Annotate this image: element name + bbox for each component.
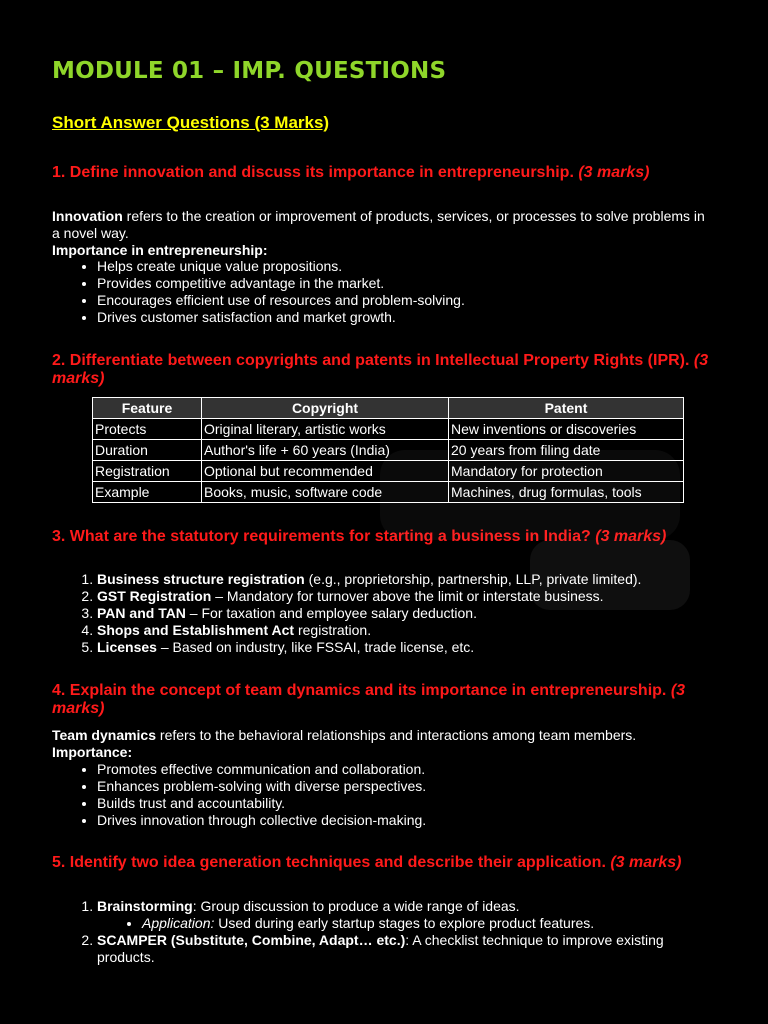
list-item [97, 898, 712, 932]
question-4-marks: (3 marks) [52, 682, 686, 717]
list-item [97, 622, 712, 639]
page-title: MODULE 01 – IMP. QUESTIONS [52, 58, 447, 84]
item-text: – Based on industry, like FSSAI, trade license, etc. [156, 639, 475, 655]
question-3 [52, 528, 712, 546]
item-bold: Licenses [97, 639, 157, 655]
table-cell: Protects [93, 419, 202, 440]
list-item [97, 588, 712, 605]
sub-list-item [142, 915, 712, 932]
question-5-text: 5. Identify two idea generation techniques and describe their application. [52, 854, 606, 871]
question-2-marks: (3 marks) [52, 352, 709, 387]
question-3-text: 3. What are the statutory requirements for starting a business in India? [52, 528, 591, 545]
item-bold: Shops and Establishment Act [97, 622, 295, 638]
q5-techniques-list [52, 898, 712, 966]
list-item: • Builds trust and accountability. [97, 795, 712, 812]
list-item: • Provides competitive advantage in the market. [97, 275, 712, 292]
item-text: – For taxation and employee salary deduction. [185, 605, 477, 621]
application-label: Application: [142, 915, 215, 931]
question-2 [52, 352, 712, 388]
list-item: • Drives customer satisfaction and market growth. [97, 309, 712, 326]
q4-points-list [52, 761, 712, 829]
table-cell: Optional but recommended [202, 461, 449, 482]
table-cell: Machines, drug formulas, tools [449, 482, 684, 503]
table-cell: Original literary, artistic works [202, 419, 449, 440]
item-bold: Brainstorming [97, 898, 193, 914]
question-1 [52, 164, 712, 182]
list-item: • Drives innovation through collective decision-making. [97, 812, 712, 829]
item-text: registration. [294, 622, 372, 638]
ipr-comparison-table [92, 397, 684, 503]
item-bold: SCAMPER (Substitute, Combine, Adapt… etc.) [97, 932, 406, 948]
list-item [97, 932, 712, 966]
list-item [97, 605, 712, 622]
q4-term: Team dynamics [52, 727, 157, 743]
item-bold: GST Registration [97, 588, 212, 604]
table-header-cell: Patent [449, 398, 684, 419]
list-item [97, 639, 712, 656]
table-cell: Books, music, software code [202, 482, 449, 503]
table-row [93, 482, 684, 503]
list-item: • Promotes effective communication and collaboration. [97, 761, 712, 778]
table-row [93, 461, 684, 482]
q4-definition-text: refers to the behavioral relationships and interactions among team members. [156, 727, 637, 743]
item-bold: PAN and TAN [97, 605, 186, 621]
table-cell: Registration [93, 461, 202, 482]
list-item: • Encourages efficient use of resources and problem-solving. [97, 292, 712, 309]
table-cell: Example [93, 482, 202, 503]
table-row [93, 440, 684, 461]
table-header-cell: Feature [93, 398, 202, 419]
q3-requirements-list [52, 571, 712, 656]
question-2-text: 2. Differentiate between copyrights and patents in Intellectual Property Rights (IPR). [52, 352, 690, 369]
table-cell: Duration [93, 440, 202, 461]
item-text: (e.g., proprietorship, partnership, LLP, private limited). [304, 571, 642, 587]
table-cell: New inventions or discoveries [449, 419, 684, 440]
list-item [97, 571, 712, 588]
table-cell: Mandatory for protection [449, 461, 684, 482]
item-bold: Business structure registration [97, 571, 305, 587]
list-item: • Enhances problem-solving with diverse perspectives. [97, 778, 712, 795]
question-4 [52, 682, 712, 718]
section-subtitle: Short Answer Questions (3 Marks) [52, 113, 330, 132]
item-text: : Group discussion to produce a wide range of ideas. [192, 898, 520, 914]
question-5 [52, 854, 712, 872]
table-cell: Author's life + 60 years (India) [202, 440, 449, 461]
q1-importance-label: Importance in entrepreneurship: [52, 242, 268, 258]
q4-definition [52, 727, 712, 761]
table-header-row [93, 398, 684, 419]
q1-points-list [52, 258, 712, 326]
q1-definition [52, 208, 712, 259]
application-text: Used during early startup stages to explore product features. [214, 915, 595, 931]
table-row [93, 419, 684, 440]
table-header-cell: Copyright [202, 398, 449, 419]
question-1-marks: (3 marks) [578, 164, 650, 181]
q4-importance-label: Importance: [52, 744, 133, 760]
table-cell: 20 years from filing date [449, 440, 684, 461]
question-4-text: 4. Explain the concept of team dynamics and its importance in entrepreneurship. [52, 682, 667, 699]
question-1-text: 1. Define innovation and discuss its importance in entrepreneurship. [52, 164, 574, 181]
list-item: • Helps create unique value propositions. [97, 258, 712, 275]
sub-list [97, 915, 712, 932]
question-5-marks: (3 marks) [610, 854, 682, 871]
item-text: – Mandatory for turnover above the limit or interstate business. [211, 588, 604, 604]
q1-term: Innovation [52, 208, 123, 224]
item-text: : A checklist technique to improve existing products. [97, 932, 664, 965]
q1-definition-text: refers to the creation or improvement of products, services, or processes to solve problems in a novel way. [52, 208, 705, 241]
question-3-marks: (3 marks) [595, 528, 667, 545]
